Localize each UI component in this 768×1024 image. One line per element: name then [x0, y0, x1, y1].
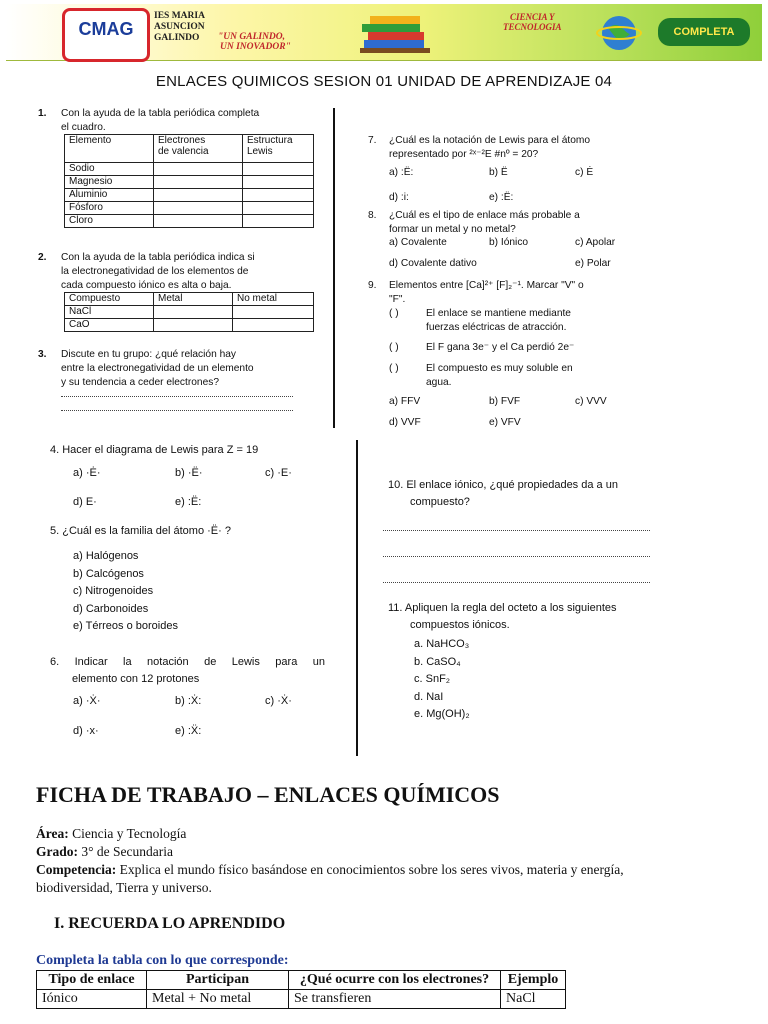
answer-line[interactable] [61, 396, 293, 397]
competencia-line-2: biodiversidad, Tierra y universo. [36, 880, 212, 895]
q4-option-a[interactable]: a) ·Ė· [73, 467, 101, 479]
answer-cell[interactable] [243, 163, 314, 176]
jec-logo: COMPLETA [658, 18, 750, 46]
q9-option-e[interactable]: e) VFV [489, 417, 521, 428]
q9-statement-2[interactable]: ( ) El F gana 3e⁻ y el Ca perdió 2e⁻ [389, 342, 575, 353]
q9-option-b[interactable]: b) FVF [489, 396, 521, 407]
q9-text: Elementos entre [Ca]²⁺ [F]₂⁻¹. Marcar "V" o "F". [389, 280, 584, 305]
q7-option-e[interactable]: e) :Ë: [489, 192, 514, 203]
school-logo [62, 8, 150, 62]
q7-option-a[interactable]: a) :Ë: [389, 167, 414, 178]
table-cell: NaCl [501, 990, 566, 1009]
q8-option-d[interactable]: d) Covalente dativo [389, 258, 477, 269]
q2-header: Metal [154, 293, 233, 306]
q6-option-d[interactable]: d) ·x· [73, 725, 99, 737]
q4-title: 4. Hacer el diagrama de Lewis para Z = 19 [50, 444, 259, 456]
q6-option-b[interactable]: b) :Ẋ: [175, 695, 202, 707]
table-cell: Magnesio [65, 176, 154, 189]
answer-cell[interactable] [154, 163, 243, 176]
q1-table [64, 134, 314, 228]
q7-text: ¿Cuál es la notación de Lewis para el átomo representado por ²ˣ⁻²E #nº = 20? [389, 135, 591, 160]
bonds-table [36, 970, 566, 1009]
q1-text: Con la ayuda de la tabla periódica completa el cuadro. [61, 108, 260, 133]
q11-items [414, 636, 470, 724]
q9-statement-3[interactable]: ( ) El compuesto es muy soluble en agua. [389, 363, 573, 388]
area-label: CIENCIA Y TECNOLOGIA [503, 12, 562, 32]
q10-text: 10. El enlace iónico, ¿qué propiedades da a un compuesto? [388, 479, 618, 508]
q3-number: 3. [38, 349, 47, 360]
q2-text: Con la ayuda de la tabla periódica indica si la electronegatividad de los elementos de cada compuesto iónico es alta o baja. [61, 252, 255, 291]
answer-cell[interactable] [154, 202, 243, 215]
q5-options [73, 548, 178, 636]
instruction-text: Completa la tabla con lo que corresponde: [36, 953, 289, 968]
q9-number: 9. [368, 280, 377, 291]
q4-option-b[interactable]: b) ·Ë· [175, 467, 203, 479]
q1-header: Estructura Lewis [243, 135, 314, 163]
q5-option-e[interactable]: e) Térreos o boroides [73, 620, 178, 632]
q7-number: 7. [368, 135, 377, 146]
q2-header: No metal [233, 293, 314, 306]
answer-cell[interactable] [243, 215, 314, 228]
answer-cell[interactable] [154, 176, 243, 189]
answer-cell[interactable] [233, 306, 314, 319]
q3-text: Discute en tu grupo: ¿qué relación hay entre la electronegatividad de un elemento y su tendencia a ceder electrones? [61, 349, 254, 388]
table-cell: Fósforo [65, 202, 154, 215]
q6-option-c[interactable]: c) ·Ẋ· [265, 695, 292, 707]
q4-option-c[interactable]: c) ·E· [265, 467, 292, 479]
answer-cell[interactable] [243, 176, 314, 189]
q8-option-c[interactable]: c) Apolar [575, 237, 616, 248]
grado-line: Grado: 3° de Secundaria [36, 844, 173, 859]
q6-text: 6. Indicar la notación de Lewis para un elemento con 12 protones [50, 656, 325, 685]
q1-header: Elemento [65, 135, 154, 163]
table-header: Tipo de enlace [37, 971, 147, 990]
q7-option-b[interactable]: b) Ë [489, 167, 508, 178]
q8-option-b[interactable]: b) Iónico [489, 237, 529, 248]
q6-option-e[interactable]: e) :Ẍ: [175, 725, 202, 737]
q7-option-c[interactable]: c) Ė [575, 167, 594, 178]
answer-line[interactable] [383, 556, 650, 557]
q9-statement-1[interactable]: ( ) El enlace se mantiene mediante fuerzas eléctricas de atracción. [389, 308, 571, 333]
table-cell: Se transfieren [289, 990, 501, 1009]
header-banner [6, 4, 762, 61]
column-divider [333, 108, 335, 428]
q5-title: 5. ¿Cuál es la familia del átomo ·Ë· ? [50, 525, 231, 537]
list-item: a. NaHCO₃ [414, 638, 470, 650]
ficha-title: FICHA DE TRABAJO – ENLACES QUÍMICOS [36, 782, 500, 807]
table-header: ¿Qué ocurre con los electrones? [289, 971, 501, 990]
logo-text: CMAG [78, 19, 134, 39]
table-row [37, 990, 566, 1009]
q11-text: 11. Apliquen la regla del octeto a los siguientes compuestos iónicos. [388, 602, 617, 631]
q2-header: Compuesto [65, 293, 154, 306]
q6-option-a[interactable]: a) ·Ẋ· [73, 695, 101, 707]
answer-cell[interactable] [243, 189, 314, 202]
q5-option-a[interactable]: a) Halógenos [73, 550, 139, 562]
answer-cell[interactable] [154, 215, 243, 228]
q8-option-a[interactable]: a) Covalente [389, 237, 447, 248]
table-cell: NaCl [65, 306, 154, 319]
table-header: Ejemplo [501, 971, 566, 990]
competencia-line: Competencia: Explica el mundo físico basándose en conocimientos sobre los seres vivos, materia y energía, [36, 862, 624, 877]
answer-cell[interactable] [243, 202, 314, 215]
q2-number: 2. [38, 252, 47, 263]
section-heading: I. RECUERDA LO APRENDIDO [54, 915, 286, 932]
q4-option-e[interactable]: e) :Ë: [175, 496, 202, 508]
table-cell: CaO [65, 319, 154, 332]
q9-option-d[interactable]: d) VVF [389, 417, 421, 428]
q7-option-d[interactable]: d) :i: [389, 192, 409, 203]
q9-option-c[interactable]: c) VVV [575, 396, 607, 407]
table-cell: Cloro [65, 215, 154, 228]
table-cell: Iónico [37, 990, 147, 1009]
answer-cell[interactable] [233, 319, 314, 332]
q5-option-d[interactable]: d) Carbonoides [73, 602, 149, 615]
q8-text: ¿Cuál es el tipo de enlace más probable a formar un metal y no metal? [389, 210, 580, 235]
column-divider [356, 440, 358, 756]
page-title: ENLACES QUIMICOS SESION 01 UNIDAD DE APRENDIZAJE 04 [155, 73, 613, 90]
table-header: Participan [147, 971, 289, 990]
q4-option-d[interactable]: d) E· [73, 496, 97, 508]
q1-number: 1. [38, 108, 47, 119]
q9-option-a[interactable]: a) FFV [389, 396, 421, 407]
q2-table [64, 292, 314, 332]
answer-cell[interactable] [154, 189, 243, 202]
table-cell: Metal + No metal [147, 990, 289, 1009]
q5-option-b[interactable]: b) Calcógenos [73, 567, 144, 580]
school-name: IES MARIA ASUNCION GALINDO [154, 11, 205, 43]
table-cell: Sodio [65, 163, 154, 176]
answer-line[interactable] [61, 410, 293, 411]
answer-line[interactable] [383, 582, 650, 583]
area-line: Área: Ciencia y Tecnología [36, 826, 187, 841]
answer-line[interactable] [383, 530, 650, 531]
table-cell: Aluminio [65, 189, 154, 202]
q5-option-c[interactable]: c) Nitrogenoides [73, 585, 154, 597]
list-item: e. Mg(OH)₂ [414, 708, 470, 720]
q1-header: Electrones de valencia [154, 135, 243, 163]
answer-cell[interactable] [154, 306, 233, 319]
q8-option-e[interactable]: e) Polar [575, 258, 611, 269]
q8-number: 8. [368, 210, 377, 221]
books-icon [358, 10, 434, 56]
globe-icon [596, 10, 642, 56]
list-item: b. CaSO₄ [414, 655, 461, 668]
school-motto: "UN GALINDO, UN INOVADOR" [218, 32, 291, 52]
answer-cell[interactable] [154, 319, 233, 332]
list-item: c. SnF₂ [414, 673, 451, 685]
list-item: d. NaI [414, 690, 444, 703]
